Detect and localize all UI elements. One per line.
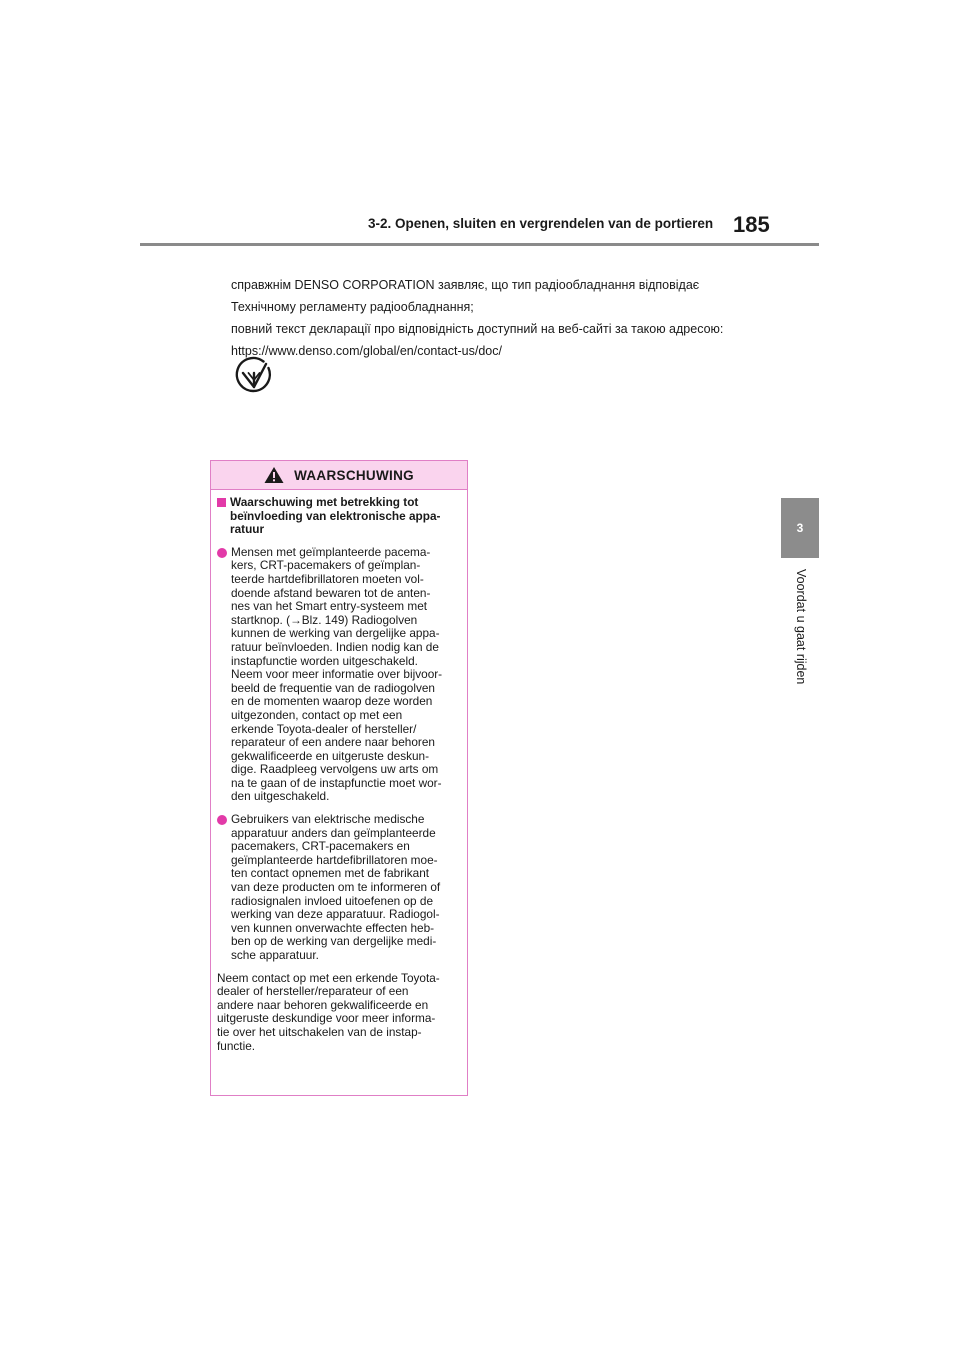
warning-triangle-icon (264, 466, 284, 484)
ua-declaration-url: https://www.denso.com/global/en/contact-us/doc/ (231, 344, 502, 358)
page-number: 185 (733, 212, 770, 237)
ua-declaration-line: справжнім DENSO CORPORATION заявляє, що тип радіообладнання відповідає (231, 278, 700, 292)
ukrainian-conformity-mark-icon (233, 354, 275, 396)
chapter-number: 3 (796, 521, 804, 535)
list-item (217, 813, 461, 963)
ua-declaration (231, 274, 751, 362)
header-divider (140, 243, 819, 246)
square-bullet-icon (217, 498, 226, 507)
chapter-tab (781, 498, 819, 558)
warning-section-heading (217, 496, 461, 537)
warning-header (211, 461, 467, 490)
chapter-title: Voordat u gaat rijden (794, 569, 808, 685)
warning-title: WAARSCHUWING (294, 467, 414, 483)
warning-body (211, 490, 467, 1053)
ua-declaration-line: повний текст декларації про відповідність доступний на веб-сайті за такою адресою: (231, 322, 724, 336)
circle-bullet-icon (217, 815, 227, 825)
ua-declaration-line: Технічному регламенту радіообладнання; (231, 300, 474, 314)
warning-box (210, 460, 468, 1096)
circle-bullet-icon (217, 548, 227, 558)
section-header: 3-2. Openen, sluiten en vergrendelen van de portieren (368, 216, 714, 231)
section-heading-text: Waarschuwing met betrekking tot beïnvloeding van elektronische appa- ratuur (230, 495, 441, 537)
list-item (217, 546, 461, 804)
list-item-text: Mensen met geïmplanteerde pacema- kers, CRT-pacemakers of geïmplan- teerde hartdefibrillatoren moeten vol- doende afstand bewaren tot de anten- nes van het Smart entry-systeem met startknop. (→Blz. 149) Radiogolven kunnen de werking van dergelijke appa- ratuur beïnvloeden. Indien nodig kan de instapfunctie worden uitgeschakeld. Neem voor meer informatie over bijvoor- beeld de frequentie van de radiogolven en de momenten waarop deze worden uitgezonden, contact op met een erkende Toyota-dealer of hersteller/ reparateur of een andere naar behoren gekwalificeerde en uitgeruste deskun- dige. Raadpleeg vervolgens uw arts om na te gaan of de instapfunctie moet wor- den uitgeschakeld. (231, 544, 443, 804)
list-item-text: Gebruikers van elektrische medische apparatuur anders dan geïmplanteerde pacemakers, CRT-pacemakers en geïmplanteerde hartdefibrillatoren moe- ten contact opnemen met de fabrikant van deze producten om te informeren of radiosignalen invloed uitoefenen op de werking van deze apparatuur. Radiogol- ven kunnen onverwachte effecten heb- ben op de werking van dergelijke medi- sche apparatuur. (231, 812, 441, 962)
warning-closing-text: Neem contact op met een erkende Toyota- dealer of hersteller/reparateur of een andere naar behoren gekwalificeerde en uitgeruste deskundige voor meer informa- tie over het uitschakelen van de instap- functie. (217, 970, 440, 1053)
